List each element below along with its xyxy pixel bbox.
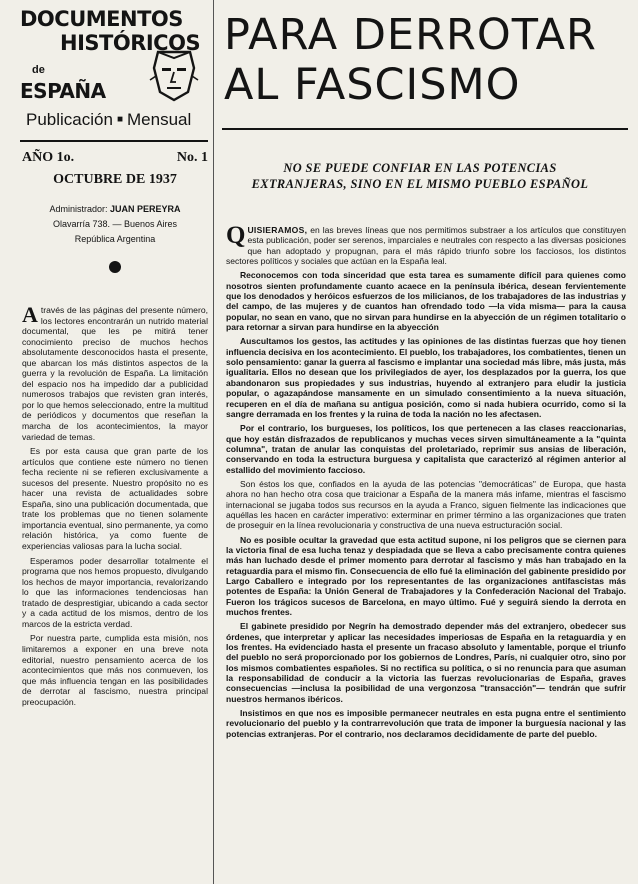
masthead-rule — [20, 140, 208, 142]
issue-year: AÑO 1o. — [22, 150, 75, 165]
article-paragraph-5: Son éstos los que, confiados en la ayuda de las potencias "democráticas" de Europa, que hasta ahora no han hecho otra cosa que traicionar a España de la manera más infame, mientras el fascismo internacional se jugaba todos sus recursos en la ayuda a Franco, siguen fielmente las indicaciones que aquéllas les hacen en carácter imperativo: exterminar en primer término a las organizaciones que traten de proseguir en la línea revolucionaria y constructiva de una nueva estructuración social. — [226, 478, 626, 531]
masthead-subtitle — [26, 110, 206, 130]
article-lead-word: UISIERAMOS, — [247, 225, 308, 235]
masthead — [20, 6, 208, 129]
column-divider — [213, 0, 214, 884]
intro-paragraph-1 — [22, 302, 208, 442]
intro-paragraph-1-text: través de las páginas del presente número, los lectores encontrarán un nutrido material documental, que les pe mitirá tener conocimiento preciso de muchos hechos absolutamente desconocidos hasta el presente, que abarcan los más distintos aspectos de la guerra y la revolución de España. La limitación del espacio nos ha impedido dar a publicidad numerosos trabajos que revisten gran interés, por lo que hemos seleccionado, entre la multitud de periódicos y documentos que reseñan la marcha de los acontecimientos, la mayor variedad de temas. — [22, 305, 208, 442]
article-paragraph-8: Insistimos en que nos es imposible permanecer neutrales en esta pugna entre el sentimiento revolucionario del pueblo y la contrarrevolución que trata de imponer la burguesía nacional y las potencias extranjeras. Por el contrario, nos declaramos decididamente de parte del pueblo. — [226, 708, 626, 739]
masthead-title-de: de — [32, 64, 45, 76]
headline-rule — [222, 128, 628, 130]
issue-date: OCTUBRE DE 1937 — [53, 172, 177, 187]
admin-name: JUAN PEREYRA — [110, 204, 181, 214]
intro-paragraph-3: Esperamos poder desarrollar totalmente el programa que nos hemos propuesto, divulgando los hechos de mayor importancia, revalorizando lo que las informaciones tendenciosas han tratado de desprestigiar, ubicando a cada sector y a cada actitud de los mismos, dentro de los marcos de la estricta verdad. — [22, 555, 208, 629]
masthead-title-line2: HISTÓRICOS — [60, 31, 201, 55]
headline-line1: PARA DERROTAR — [224, 10, 597, 60]
article-paragraph-7: El gabinete presidido por Negrín ha demostrado depender más del extranjero, obedecer sus órdenes, que interpretar y aplicar las necesidades imperiosas de España en la retaguardia y en los frentes. Ha evidenciado hasta el presente un fracaso absoluto y lamentable, porque el triunfo del pueblo no será proporcionado por los gobiernos de Londres, París, ni cualquier otro, sino por los mismos combatientes españoles. Si no rectifica su política, o si no renuncia para que asuman la responsabilidad de conducir a la victoria las fuerzas revolucionarias de España, graves consecuencias —inclusa la posibilidad de una vergonzosa "transacción"— tendrán que sufrir nuestros hermanos ibéricos. — [226, 621, 626, 704]
intro-paragraph-2: Es por esta causa que gran parte de los artículos que contiene este número no tienen fecha reciente ni se refieren exclusivamente a sucesos del presente. Nuestro propósito no es hacer una revista de actualidades sobre España, sino una publicación documentada, que trate los problemas que no tienen solamente importancia eventual, sino permanente, ya como relación histórica, ya como fuente de experiencias valiosas para la lucha social. — [22, 446, 208, 552]
issue-number: No. 1 — [176, 150, 208, 165]
article-paragraph-1 — [226, 222, 626, 267]
article-dropcap: Q — [226, 222, 246, 249]
subheadline: NO SE PUEDE CONFIAR EN LAS POTENCIAS EXTRANJERAS, SINO EN EL MISMO PUEBLO ESPAÑOL — [251, 161, 589, 191]
intro-column — [22, 302, 208, 711]
article-paragraph-4: Por el contrario, los burgueses, los políticos, los que pertenecen a las clases reaccionarias, que hoy están disfrazados de republicanos y muchas veces sirven simultáneamente a la "quinta columna", tratan de anular las conquistas del proletariado, reprimir sus ansias de liberación, conservando en toda la estructura burguesa y capitalista que caracterizó al régimen anterior al estallido del movimiento faccioso. — [226, 423, 626, 475]
issue-admin — [22, 202, 208, 247]
issue-row — [22, 150, 208, 172]
admin-address: Olavarría 738. — Buenos Aires — [52, 219, 178, 229]
masthead-subtitle-separator: ■ — [116, 114, 123, 125]
article-paragraph-6: No es posible ocultar la gravedad que esta actitud supone, ni los peligros que se ciernen para la victoria final de esa lucha tenaz y despiadada que se lleva a cabo precisamente contra quienes más han luchado desde el primer momento para derrotar al fascismo y más han trabajado en la retaguardia para el mismo fin. Consecuencia de ello fué la eliminación del gabinente presidido por Largo Caballero e integrado por los representantes de las organizaciones antifascistas más potentes de España: la Unión General de Trabajadores y la Confederación Nacional del Trabajo. Fueron los trágicos sucesos de Barcelona, en mayo último. Fué y seguirá siendo la derrota en muchos frentes. — [226, 534, 626, 618]
issue-info — [22, 150, 208, 273]
masthead-title-line3: ESPAÑA — [20, 79, 106, 103]
admin-country: República Argentina — [74, 234, 156, 244]
masthead-subtitle-right: Mensual — [127, 110, 192, 129]
article-paragraph-3: Auscultamos los gestos, las actitudes y las opiniones de las distintas fuerzas que hoy tienen influencia decisiva en los acontecimiento. El pueblo, los trabajadores, los combatientes, tienen un solo pensamiento: ganar la guerra al fascismo e implantar una sociedad más libre, más justa, más igualitaria. Ellos no desean que los privilegiados de ayer, los desplazados por la guerra, los que abandonaron sus propiedades y sus industrias, huyendo al extranjero para eludir la justicia popular, o agazapándose mansamente en un simulado consentimiento a la nueva situación, recuperen en el día de mañana su antigua posición, como si nada hubiera ocurrido, como si la sangre derramada en los frentes y la ruina de toda la nación no les afectasen. — [226, 336, 626, 419]
masthead-subtitle-left: Publicación — [26, 110, 113, 129]
intro-dropcap: A — [22, 302, 38, 327]
face-emblem-icon — [148, 46, 200, 104]
main-article — [226, 222, 626, 743]
headline — [224, 10, 624, 110]
admin-line — [22, 202, 208, 217]
masthead-title-line1: DOCUMENTOS — [20, 7, 183, 31]
article-paragraph-2: Reconocemos con toda sinceridad que esta tarea es sumamente difícil para quienes como nosotros sienten profundamente cuanto acaece en la península ibérica, desean fervientemente que los denodados y heróicos esfuerzos de los milicianos, de los trabajadores de las industrias y del campo, de las mujeres y de cuantos han ofrendado todo —la vida misma— para la causa popular, no sean en vano, que no sirvan para hundirse en la abyección de un régimen totalitario o para retornar a sirvan para hundirse en la abyección — [226, 270, 626, 333]
headline-line2: AL FASCISMO — [224, 60, 521, 110]
admin-label: Administrador: — [49, 204, 108, 214]
intro-paragraph-4: Por nuestra parte, cumplida esta misión, nos limitaremos a exponer en una breve nota editorial, nuestro pensamiento acerca de los acontecimientos que más nos conmueven, los que más influencia tengan en las posibilidades de derrotar al fascismo, nuestra principal preocupación. — [22, 633, 208, 707]
dot-ornament — [109, 261, 121, 273]
article-paragraph-1-text: en las breves líneas que nos permitimos substraer a los artículos que constituyen esta publicación, poder ser serenos, imparciales e neutrales con respecto a las diversas posiciones que han adoptado y propugnan, para el más rápido triunfo sobre los facciosos, los distintos sectores políticos y sociales que actúan en la España leal. — [226, 225, 626, 267]
